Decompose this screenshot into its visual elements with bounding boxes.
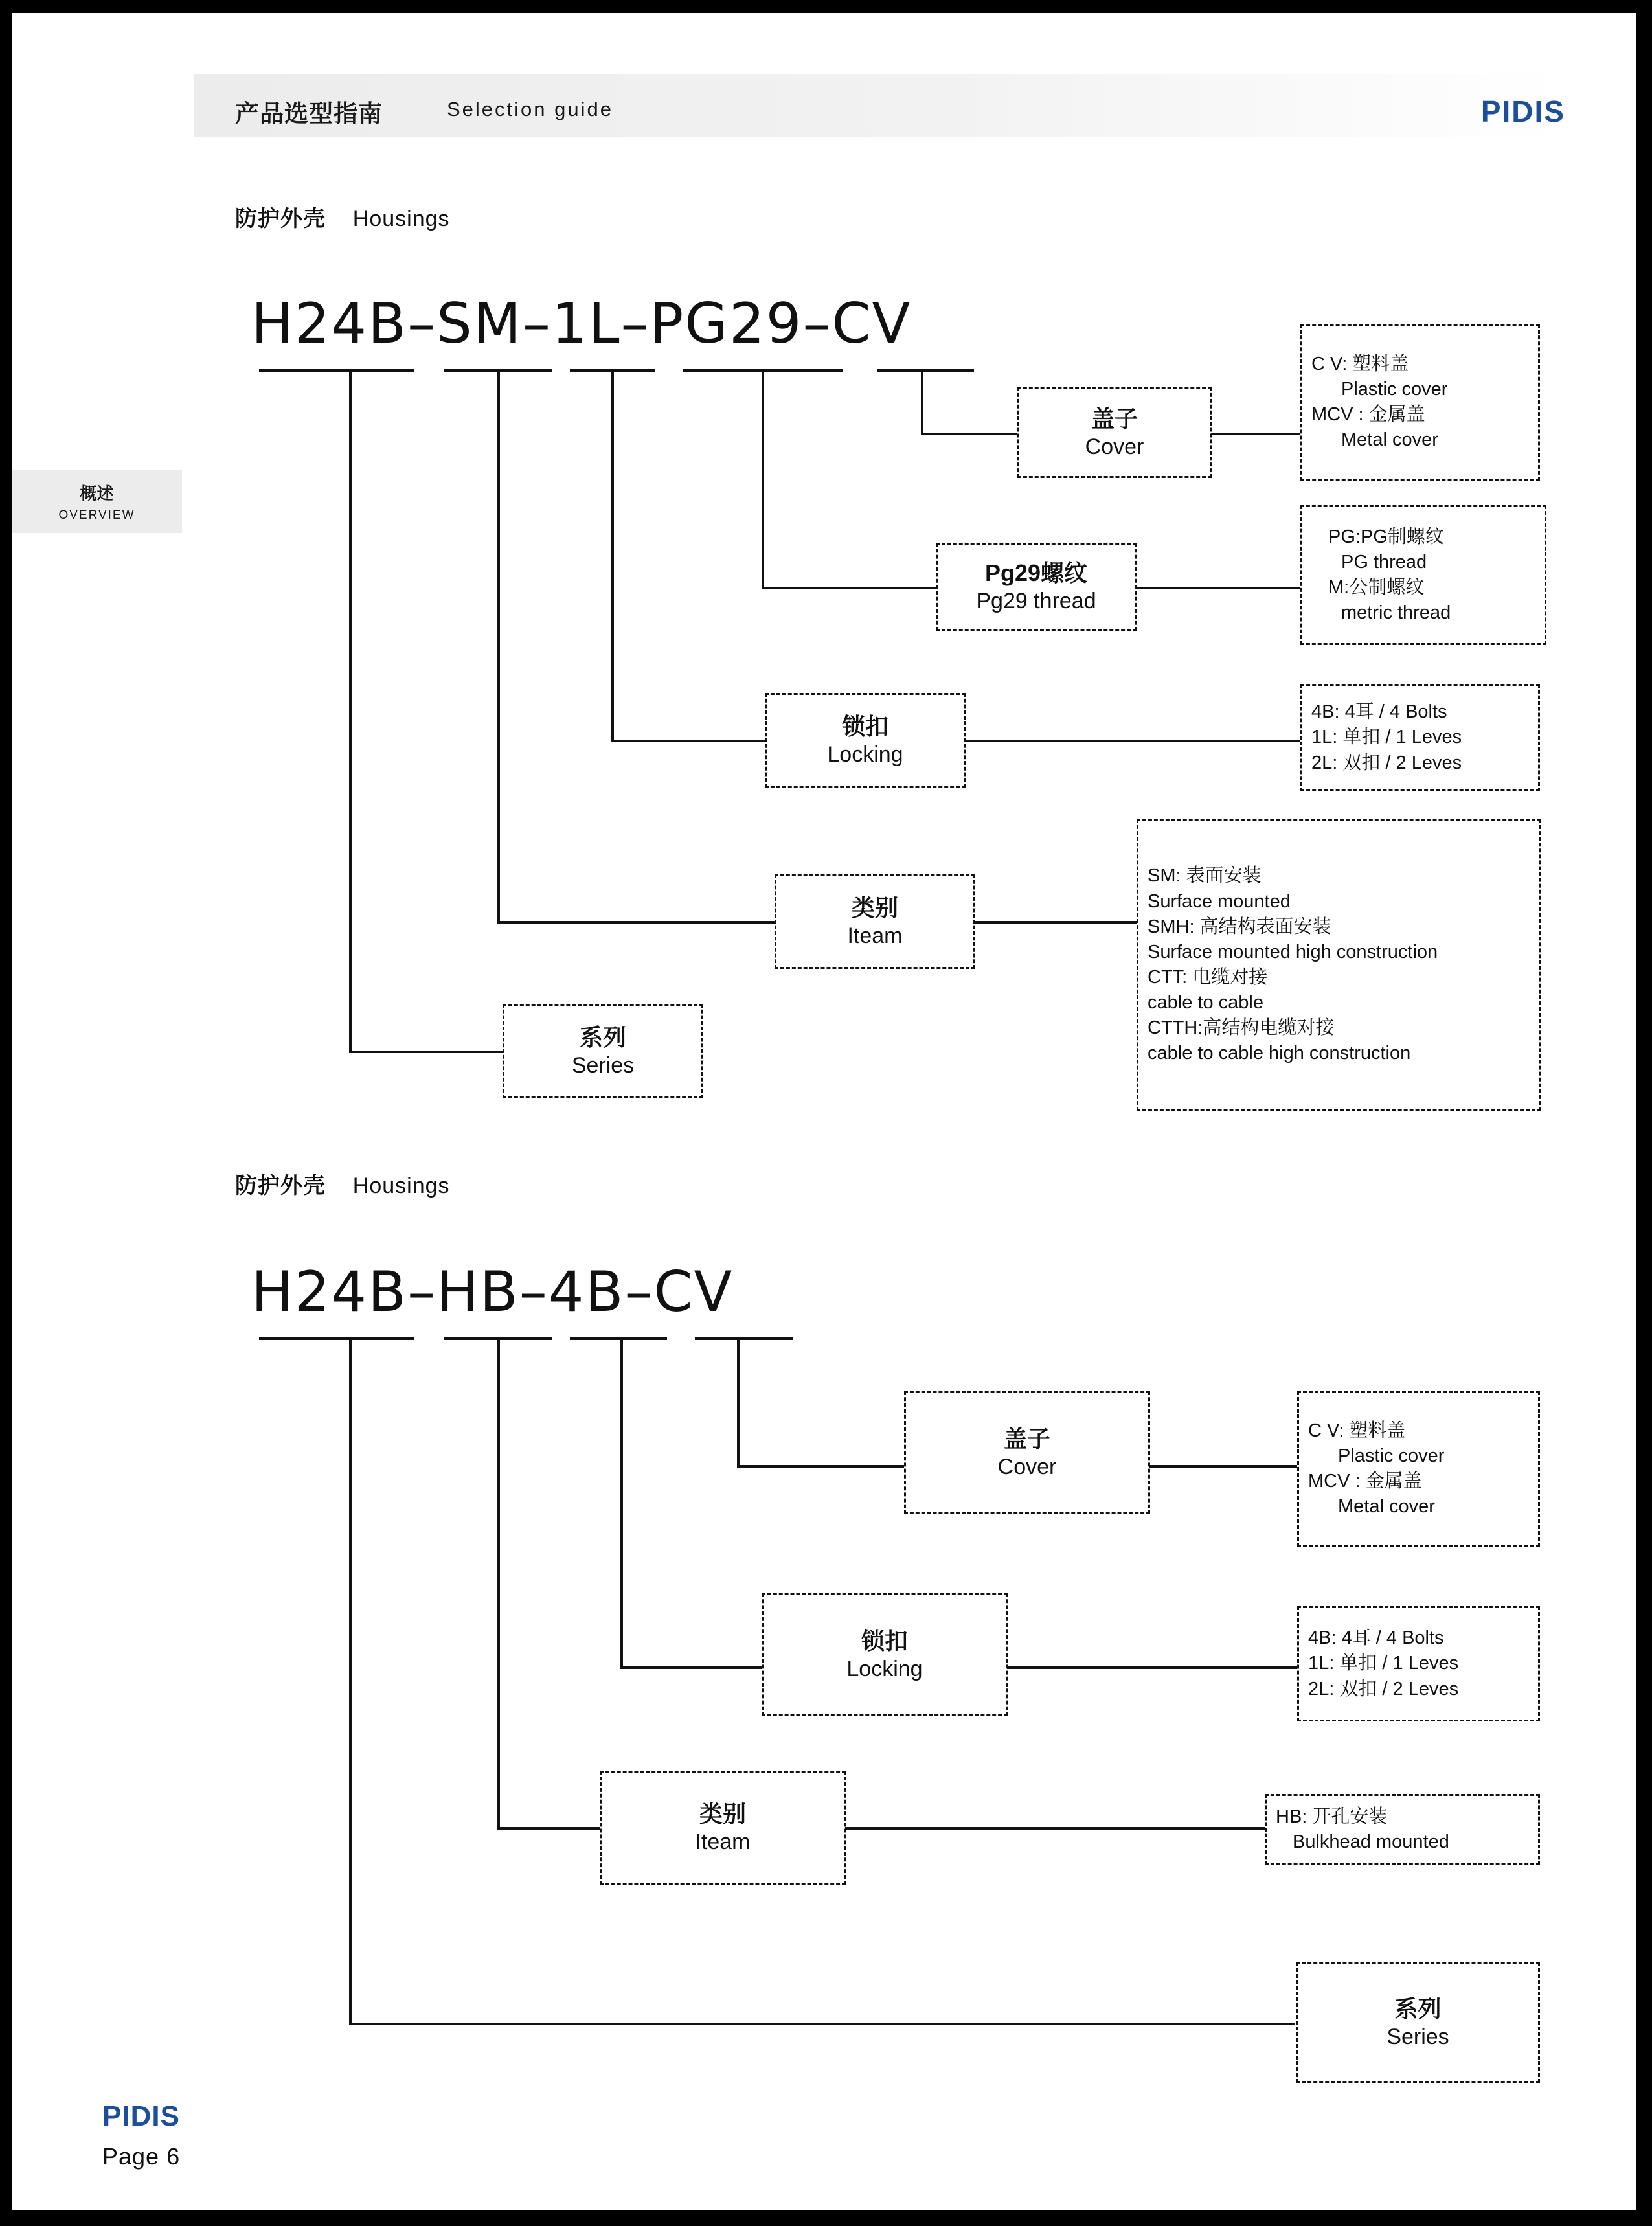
option-line: Surface mounted bbox=[1148, 891, 1291, 912]
section-2-title-cn: 防护外壳 bbox=[235, 1174, 326, 1198]
node-series-2-cn: 系列 bbox=[1394, 1995, 1442, 2022]
sidebar-tab-label-en: OVERVIEW bbox=[58, 508, 135, 522]
leader-locking-to-options-1 bbox=[965, 740, 1302, 742]
page-frame-left bbox=[0, 0, 12, 2226]
node-item-2-en: Iteam bbox=[695, 1830, 751, 1855]
option-line: Plastic cover bbox=[1338, 1445, 1445, 1466]
footer-brand: PIDIS bbox=[102, 2100, 180, 2132]
node-cover-2-en: Cover bbox=[997, 1455, 1057, 1480]
node-series-2-en: Series bbox=[1386, 2025, 1449, 2050]
option-line: 1L: 单扣 / 1 Leves bbox=[1311, 727, 1462, 748]
leader-item-v-1 bbox=[497, 369, 500, 924]
options-thread-1 bbox=[1300, 505, 1546, 645]
option-line: Surface mounted high construction bbox=[1148, 941, 1438, 962]
node-item-2 bbox=[600, 1771, 846, 1885]
option-line: M:公制螺纹 bbox=[1328, 577, 1425, 598]
leader-locking-to-options-2 bbox=[1007, 1666, 1298, 1669]
leader-series-h-2 bbox=[349, 2023, 1295, 2025]
option-line: cable to cable bbox=[1148, 992, 1263, 1014]
code-underline-series-2 bbox=[259, 1337, 414, 1340]
section-1-title-en: Housings bbox=[352, 207, 450, 231]
code-underline-cover-2 bbox=[695, 1337, 793, 1340]
page-header-bar bbox=[194, 74, 1561, 137]
leader-thread-to-options-1 bbox=[1136, 587, 1302, 589]
node-series-1 bbox=[503, 1004, 703, 1098]
option-line: CTTH:高结构电缆对接 bbox=[1148, 1017, 1335, 1039]
options-item-1 bbox=[1137, 819, 1541, 1111]
option-line: CTT: 电缆对接 bbox=[1148, 967, 1268, 988]
leader-locking-v-1 bbox=[611, 369, 614, 742]
option-line: metric thread bbox=[1341, 602, 1451, 624]
node-item-1-cn: 类别 bbox=[851, 894, 898, 921]
leader-item-to-options-2 bbox=[845, 1827, 1266, 1830]
page-title-en: Selection guide bbox=[447, 98, 613, 120]
node-locking-1-cn: 锁扣 bbox=[841, 712, 888, 740]
page-sheet bbox=[12, 13, 1636, 2210]
node-item-2-cn: 类别 bbox=[699, 1800, 746, 1827]
option-line: MCV : 金属盖 bbox=[1308, 1471, 1422, 1492]
section-2-code: H24B–HB–4B–CV bbox=[251, 1260, 734, 1324]
node-locking-2-en: Locking bbox=[846, 1657, 923, 1682]
options-item-2 bbox=[1265, 1794, 1540, 1865]
page-frame-top bbox=[0, 0, 1652, 13]
node-cover-1-cn: 盖子 bbox=[1091, 405, 1138, 432]
option-line: C V: 塑料盖 bbox=[1308, 1420, 1406, 1441]
node-locking-1-en: Locking bbox=[827, 742, 903, 767]
node-locking-2 bbox=[762, 1593, 1008, 1716]
node-cover-2-cn: 盖子 bbox=[1003, 1425, 1050, 1452]
node-thread-1 bbox=[936, 543, 1137, 631]
option-line: cable to cable high construction bbox=[1148, 1043, 1411, 1064]
option-line: 4B: 4耳 / 4 Bolts bbox=[1311, 701, 1447, 723]
sidebar-tab-label-cn: 概述 bbox=[80, 483, 114, 503]
option-line: C V: 塑料盖 bbox=[1311, 353, 1409, 374]
section-2-title-en: Housings bbox=[352, 1174, 450, 1198]
options-locking-1 bbox=[1300, 684, 1540, 791]
option-line: Metal cover bbox=[1341, 429, 1438, 451]
options-cover-2 bbox=[1297, 1391, 1540, 1547]
leader-series-v-2 bbox=[349, 1337, 352, 2025]
leader-cover-to-options-1 bbox=[1211, 433, 1302, 435]
leader-series-h-1 bbox=[349, 1051, 504, 1053]
code-underline-cover-1 bbox=[877, 369, 974, 372]
leader-cover-v-1 bbox=[921, 369, 923, 434]
section-1-title-cn: 防护外壳 bbox=[235, 207, 326, 231]
section-1-code: H24B–SM–1L–PG29–CV bbox=[251, 291, 912, 356]
section-2-title bbox=[235, 1168, 450, 1199]
leader-thread-v-1 bbox=[762, 369, 764, 589]
page-frame-right bbox=[1636, 0, 1652, 2226]
section-1-title bbox=[235, 201, 450, 233]
page-frame-bottom bbox=[0, 2210, 1652, 2226]
option-line: 2L: 双扣 / 2 Leves bbox=[1311, 752, 1462, 773]
option-line: 1L: 单扣 / 1 Leves bbox=[1308, 1653, 1459, 1674]
node-series-1-en: Series bbox=[571, 1053, 635, 1078]
node-thread-1-cn: Pg29螺纹 bbox=[984, 559, 1088, 586]
node-locking-2-cn: 锁扣 bbox=[861, 1627, 908, 1654]
leader-thread-h-1 bbox=[762, 587, 936, 589]
leader-cover-h-1 bbox=[921, 433, 1018, 435]
option-line: Metal cover bbox=[1338, 1496, 1435, 1517]
leader-locking-v-2 bbox=[620, 1337, 623, 1669]
code-underline-series-1 bbox=[259, 369, 414, 372]
leader-item-v-2 bbox=[497, 1337, 500, 1830]
leader-cover-v-2 bbox=[737, 1337, 740, 1467]
option-line: PG thread bbox=[1341, 551, 1427, 573]
leader-item-h-1 bbox=[497, 921, 776, 924]
leader-item-to-options-1 bbox=[975, 921, 1137, 924]
footer-page-number: Page 6 bbox=[102, 2143, 181, 2170]
leader-item-h-2 bbox=[497, 1827, 601, 1830]
node-series-2 bbox=[1296, 1962, 1540, 2083]
node-series-1-cn: 系列 bbox=[579, 1023, 626, 1051]
option-line: SM: 表面安装 bbox=[1148, 865, 1262, 887]
leader-locking-h-2 bbox=[620, 1666, 763, 1669]
option-line: MCV : 金属盖 bbox=[1311, 404, 1425, 425]
node-cover-2 bbox=[904, 1391, 1150, 1514]
option-line: Plastic cover bbox=[1341, 378, 1448, 400]
options-cover-1 bbox=[1300, 324, 1540, 481]
leader-cover-h-2 bbox=[737, 1465, 905, 1468]
leader-locking-h-1 bbox=[611, 740, 767, 742]
node-item-1 bbox=[775, 874, 975, 969]
node-item-1-en: Iteam bbox=[847, 924, 903, 949]
option-line: Bulkhead mounted bbox=[1293, 1832, 1449, 1852]
option-line: 2L: 双扣 / 2 Leves bbox=[1308, 1678, 1459, 1699]
node-locking-1 bbox=[765, 693, 966, 788]
option-line: 4B: 4耳 / 4 Bolts bbox=[1308, 1628, 1444, 1649]
leader-series-v-1 bbox=[349, 369, 352, 1053]
code-underline-locking-2 bbox=[570, 1337, 667, 1340]
options-locking-2 bbox=[1297, 1606, 1540, 1721]
leader-cover-to-options-2 bbox=[1149, 1465, 1298, 1468]
option-line: PG:PG制螺纹 bbox=[1328, 526, 1444, 547]
page-title-cn: 产品选型指南 bbox=[235, 100, 383, 127]
node-thread-1-en: Pg29 thread bbox=[976, 589, 1096, 614]
node-cover-1-en: Cover bbox=[1085, 435, 1144, 460]
brand-logo: PIDIS bbox=[1480, 95, 1565, 128]
option-line: HB: 开孔安装 bbox=[1276, 1806, 1388, 1827]
option-line: SMH: 高结构表面安装 bbox=[1148, 916, 1331, 937]
node-cover-1 bbox=[1017, 387, 1212, 478]
sidebar-tab-overview bbox=[12, 470, 182, 533]
